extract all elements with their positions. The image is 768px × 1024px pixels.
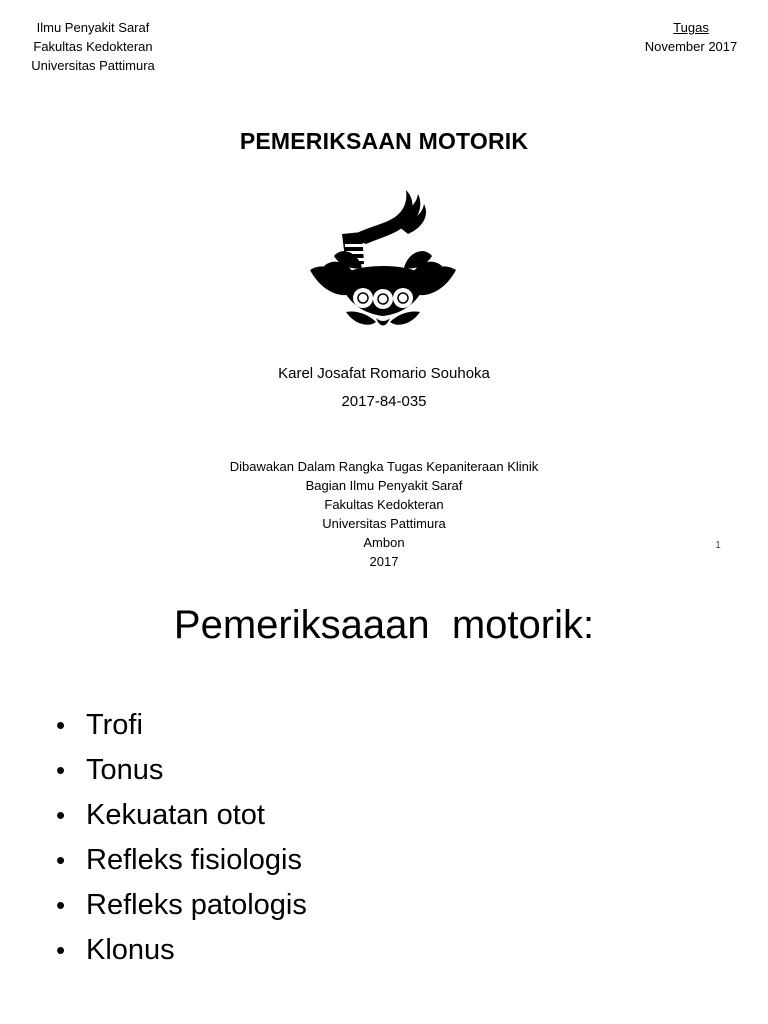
doc-type-label: Tugas bbox=[673, 20, 709, 35]
presentation-line: Bagian Ilmu Penyakit Saraf bbox=[305, 478, 463, 493]
bullet-icon: • bbox=[56, 710, 66, 740]
university-torch-emblem-icon bbox=[306, 186, 460, 334]
list-item bbox=[56, 838, 307, 883]
document-title: PEMERIKSAAN MOTORIK bbox=[239, 128, 529, 154]
bullet-icon: • bbox=[56, 890, 66, 920]
author-id: 2017-84-035 bbox=[341, 393, 427, 410]
bullet-icon: • bbox=[56, 755, 66, 785]
presentation-line: 2017 bbox=[369, 554, 399, 569]
list-item bbox=[56, 883, 307, 928]
list-item-text: Klonus bbox=[86, 934, 175, 966]
bullet-icon: • bbox=[56, 935, 66, 965]
doc-date: November 2017 bbox=[644, 39, 738, 54]
list-item-text: Trofi bbox=[86, 709, 143, 741]
slide-title: Pemeriksaaan motorik: bbox=[173, 603, 595, 647]
doc-type-block bbox=[620, 18, 762, 56]
presentation-line: Dibawakan Dalam Rangka Tugas Kepaniteraan Klinik bbox=[229, 459, 539, 474]
presentation-info bbox=[0, 457, 768, 571]
page-number: 1 bbox=[715, 540, 721, 551]
content-slide bbox=[0, 585, 768, 1024]
bullet-icon: • bbox=[56, 800, 66, 830]
list-item-text: Tonus bbox=[86, 754, 164, 786]
list-item-text: Refleks patologis bbox=[86, 889, 307, 921]
list-item bbox=[56, 928, 307, 973]
bullet-list bbox=[56, 703, 307, 973]
institution-line: Universitas Pattimura bbox=[31, 58, 155, 73]
list-item bbox=[56, 703, 307, 748]
presentation-line: Ambon bbox=[363, 535, 405, 550]
presentation-line: Universitas Pattimura bbox=[322, 516, 446, 531]
author-block bbox=[0, 360, 768, 416]
list-item-text: Refleks fisiologis bbox=[86, 844, 302, 876]
author-name: Karel Josafat Romario Souhoka bbox=[278, 365, 490, 382]
institution-line: Ilmu Penyakit Saraf bbox=[36, 20, 150, 35]
bullet-icon: • bbox=[56, 845, 66, 875]
institution-block bbox=[0, 18, 186, 75]
list-item bbox=[56, 748, 307, 793]
institution-line: Fakultas Kedokteran bbox=[33, 39, 153, 54]
list-item-text: Kekuatan otot bbox=[86, 799, 265, 831]
presentation-line: Fakultas Kedokteran bbox=[324, 497, 444, 512]
list-item bbox=[56, 793, 307, 838]
